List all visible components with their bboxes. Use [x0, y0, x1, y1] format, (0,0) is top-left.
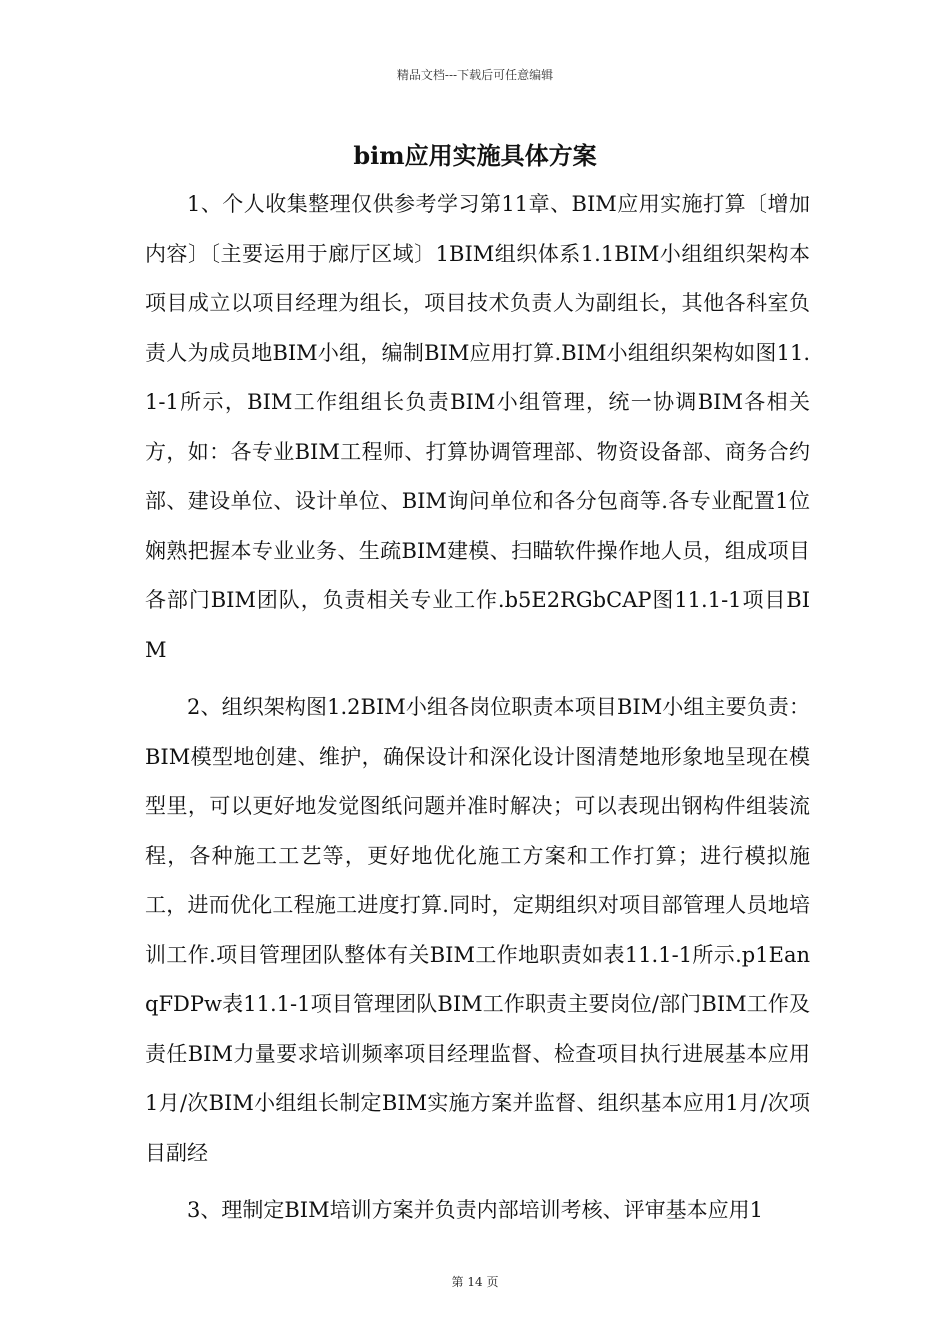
paragraph-1: 1、个人收集整理仅供参考学习第11章、BIM应用实施打算〔增加内容〕〔主要运用于廊厅区域〕1BIM组织体系1.1BIM小组组织架构本项目成立以项目经理为组长，项目技术负责人为副组长，其他各科室负责人为成员地BIM小组，编制BIM应用打算.BIM小组组织架构如图11.1-1所示，BIM工作组组长负责BIM小组管理，统一协调BIM各相关方，如：各专业BIM工程师、打算协调管理部、物资设备部、商务合约部、建设单位、设计单位、BIM询问单位和各分包商等.各专业配置1位娴熟把握本专业业务、生疏BIM建模、扫瞄软件操作地人员，组成项目各部门BIM团队，负责相关专业工作.b5E2RGbCAP图11.1-1项目BIM	[145, 192, 810, 662]
document-title: bim应用实施具体方案	[353, 141, 597, 170]
document-body	[145, 180, 810, 1244]
paragraph-3: 3、理制定BIM培训方案并负责内部培训考核、评审基本应用1	[187, 1198, 763, 1222]
page-number: 第 14 页	[451, 1275, 499, 1289]
header-note: 精品文档---下载后可任意编辑	[396, 68, 554, 82]
paragraph-2: 2、组织架构图1.2BIM小组各岗位职责本项目BIM小组主要负责：BIM模型地创建、维护，确保设计和深化设计图清楚地形象地呈现在模型里，可以更好地发觉图纸问题并准时解决；可以表现出钢构件组装流程，各种施工工艺等，更好地优化施工方案和工作打算；进行模拟施工，进而优化工程施工进度打算.同时，定期组织对项目部管理人员地培训工作.项目管理团队整体有关BIM工作地职责如表11.1-1所示.p1EanqFDPw表11.1-1项目管理团队BIM工作职责主要岗位/部门BIM工作及责任BIM力量要求培训频率项目经理监督、检查项目执行进展基本应用1月/次BIM小组组长制定BIM实施方案并监督、组织基本应用1月/次项目副经	[145, 695, 810, 1165]
